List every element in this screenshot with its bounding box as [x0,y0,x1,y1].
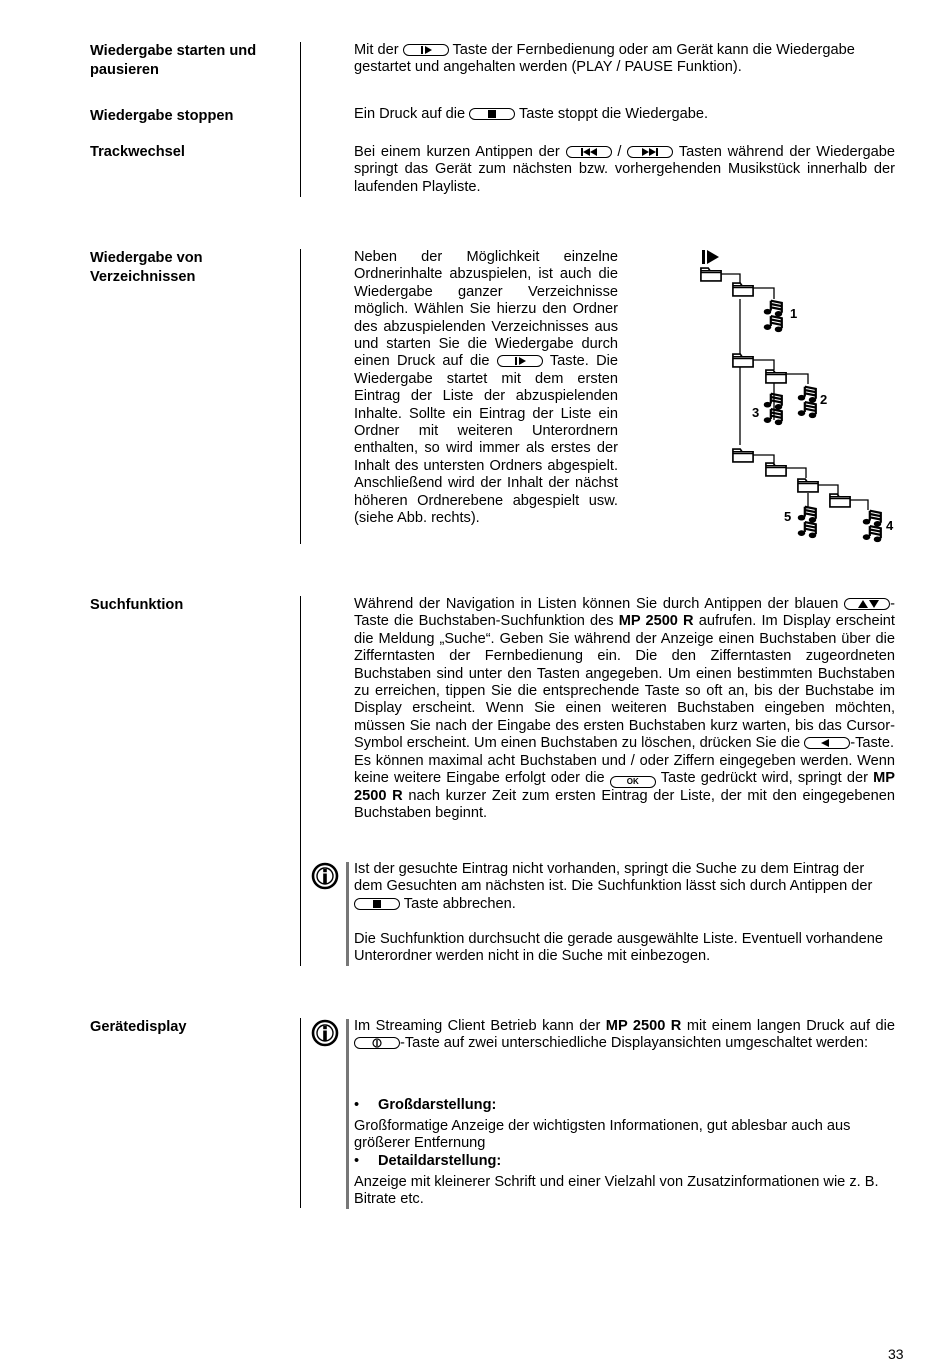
section-divider [300,42,301,197]
search-button-icon [844,598,890,610]
play-text [354,42,895,77]
label-4: 4 [886,518,894,533]
stop-button-icon [354,898,400,910]
back-button-icon [804,737,850,749]
display-text-3: -Taste auf zwei unterschiedliche Displayansichten umgeschaltet werden: [400,1035,869,1052]
search-note-1 [354,861,895,913]
bullet-2-title: Detaildarstellung: [378,1153,502,1169]
heading-search: Suchfunktion [90,597,184,613]
track-text [354,144,895,196]
folder-icon [733,449,753,462]
play-pause-icon [702,250,719,264]
play-text-1: Mit der [354,42,399,58]
play-pause-button-icon [497,355,543,367]
skip-forward-button-icon [627,146,673,158]
search-text-3: aufrufen. Im Display erscheint die Meldung „Suche“. Geben Sie während der Anzeige einen Buchstaben über die Zifferntasten der Fernbedienung ein. Die den Zifferntasten zugeordneten Buchstaben sind unter den Tasten angegeben. Um einen bestimmten Buchstaben zu erreichen, tippen Sie die entsprechende Taste so oft an, bis der Buchstabe im Display erscheint. Wenn Sie einen weiteren Buchstaben eingeben möchten, müssen Sie nach der Eingabe des ersten Buchstaben kurz warten, bis das Cursor-Symbol erscheint. Um einen Buchstaben zu löschen, drücken Sie die [354,613,895,752]
folder-tree-diagram [690,245,900,550]
track-text-2: Tasten während der Wiedergabe springt das Gerät zum nächsten bzw. vorhergehenden Musikstück innerhalb der laufenden Playliste. [354,144,895,195]
dirs-text-2: Taste. Die Wiedergabe startet mit dem ersten Eintrag der Liste der abzuspielenden Inhalte. Sollte ein Eintrag der Liste ein Ordner mit weiteren Unterordnern enthalten, so wird immer als erstes der Inhalt des untersten Ordners abgespielt. Anschließend wird der Inhalt der nächst höheren Ordnerebene abgespielt usw. (siehe Abb. rechts). [354,353,618,527]
folder-icon [733,354,753,367]
bullet: • [354,1153,360,1169]
display-text-2: mit einem langen Druck auf die [686,1018,896,1034]
bullet: • [354,1097,360,1113]
stop-text-2: Taste stoppt die Wiedergabe. [519,106,709,122]
ok-label: OK [626,777,639,787]
note-bar [346,862,349,966]
section-divider [300,249,301,544]
skip-back-button-icon [566,146,612,158]
search-text [354,596,895,823]
search-note-1a: Ist der gesuchte Eintrag nicht vorhanden, springt die Suche zu dem Eintrag der dem Gesuchten am nächsten ist. Die Suchfunktion lässt sich durch Antippen der [354,861,873,895]
heading-dirs: Wiedergabe von Verzeichnissen [90,250,203,285]
search-text-5: Es können maximal acht Buchstaben und / oder Ziffern eingegeben werden. Wenn keine weitere Eingabe erfolgt oder die [354,752,895,787]
display-bullet-2 [354,1153,895,1170]
info-icon [311,1019,339,1047]
folder-icon [766,370,786,383]
label-1: 1 [790,306,798,321]
model-name: MP 2500 R [605,1018,682,1034]
dirs-text [354,249,618,528]
search-text-4: -Taste. [850,735,895,752]
search-text-2: -Taste die Buchstaben-Suchfunktion des [354,596,895,630]
music-notes-icon [863,511,881,542]
stop-text [354,106,895,123]
bullet-1-text: Großformatige Anzeige der wichtigsten Informationen, gut ablesbar auch aus größerer Entfernung [354,1118,851,1152]
label-5: 5 [784,509,792,524]
bullet-1-title: Großdarstellung: [378,1097,497,1113]
dirs-text-1: Neben der Möglichkeit einzelne Ordnerinhalte abzuspielen, ist auch die Wiedergabe ganzer Verzeichnisse möglich. Wählen Sie hierzu den Ordner des abzuspielenden Verzeichnisses aus und starten Sie die Wiedergabe durch einen Druck auf die [354,249,618,370]
music-notes-icon [764,394,782,425]
play-pause-button-icon [403,44,449,56]
search-text-7: nach kurzer Zeit zum ersten Eintrag der Liste, der mit den eingegebenen Buchstaben beginnt. [354,788,895,822]
display-text [354,1018,895,1053]
search-note-2: Die Suchfunktion durchsucht die gerade ausgewählte Liste. Eventuell vorhandene Unterordner werden nicht in die Suche mit einbezogen. [354,931,883,965]
search-note-1b: Taste abbrechen. [403,895,516,912]
folder-icon [701,268,721,281]
track-text-1: Bei einem kurzen Antippen der [354,144,560,160]
section-divider [300,1018,301,1208]
folder-icon [798,479,818,492]
info-icon [311,862,339,890]
search-text-1: Während der Navigation in Listen können Sie durch Antippen der blauen [354,596,839,612]
bullet-2-text: Anzeige mit kleinerer Schrift und einer Vielzahl von Zusatzinformationen wie z. B. Bitrate etc. [354,1174,879,1208]
label-3: 3 [752,405,760,420]
track-separator: / [617,144,622,160]
stop-text-1: Ein Druck auf die [354,106,466,122]
ok-button-icon [610,776,656,788]
heading-play: Wiedergabe starten und pausieren [90,43,257,78]
model-name: MP 2500 R [354,770,895,805]
search-text-6: Taste gedrückt wird, springt der [660,770,868,787]
info-button-icon [354,1037,400,1049]
display-text-1: Im Streaming Client Betrieb kann der [354,1018,601,1034]
folder-icon [766,463,786,476]
page-number: 33 [888,1346,904,1362]
heading-track: Trackwechsel [90,144,185,160]
music-notes-icon [798,387,816,418]
music-notes-icon [764,301,782,332]
play-text-2: Taste der Fernbedienung oder am Gerät kann die Wiedergabe gestartet und angehalten werden (PLAY / PAUSE Funktion). [354,42,855,76]
heading-display: Gerätedisplay [90,1019,187,1035]
model-name: MP 2500 R [618,613,694,630]
section-divider [300,596,301,966]
music-notes-icon [798,507,816,538]
display-bullet-1 [354,1097,895,1114]
heading-stop: Wiedergabe stoppen [90,108,234,124]
folder-icon [830,494,850,507]
label-2: 2 [820,392,828,407]
folder-icon [733,283,753,296]
note-bar [346,1019,349,1209]
stop-button-icon [469,108,515,120]
